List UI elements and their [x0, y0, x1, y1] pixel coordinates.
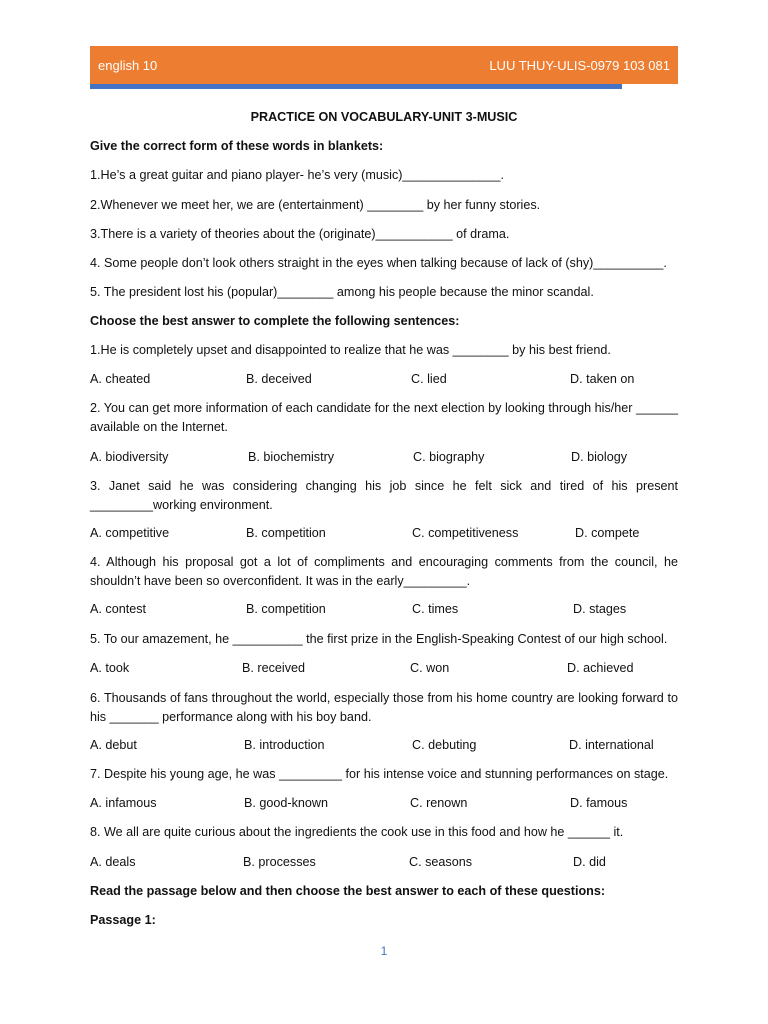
question-text: 1.He is completely upset and disappointed to realize that he was ________ by his best friend.: [90, 343, 611, 357]
question-text: 3. Janet said he was considering changing his job since he felt sick and tired of his present _________working environment.: [90, 479, 678, 512]
answer-option: C. times: [412, 602, 459, 616]
answer-option: A. deals: [90, 855, 136, 869]
question-text: 2. You can get more information of each candidate for the next election by looking through his/her ______ available on the Internet.: [90, 401, 678, 434]
answer-option: A. biodiversity: [90, 450, 169, 464]
answer-option: D. stages: [573, 602, 627, 616]
answer-option: C. biography: [413, 450, 485, 464]
answer-option: A. contest: [90, 602, 147, 616]
answer-option: C. debuting: [412, 738, 477, 752]
answer-option: A. competitive: [90, 526, 170, 540]
passage-label: Passage 1:: [90, 913, 156, 927]
answer-option: B. good-known: [244, 796, 329, 810]
answer-option: C. won: [410, 661, 450, 675]
answer-option: D. international: [569, 738, 654, 752]
answer-option: B. processes: [243, 855, 316, 869]
exercise-item: 2.Whenever we meet her, we are (entertainment) ________ by her funny stories.: [90, 198, 541, 212]
header-bar: [90, 46, 678, 84]
section2-heading: Choose the best answer to complete the following sentences:: [90, 314, 460, 328]
answer-option: D. did: [573, 855, 606, 869]
question-text: 8. We all are quite curious about the ingredients the cook use in this food and how he ______ it.: [90, 825, 624, 839]
answer-option: D. biology: [571, 450, 628, 464]
question-text: 5. To our amazement, he __________ the first prize in the English-Speaking Contest of our high school.: [90, 632, 668, 646]
answer-option: B. competition: [246, 526, 326, 540]
question-text: 7. Despite his young age, he was _________ for his intense voice and stunning performances on stage.: [90, 767, 669, 781]
section3-heading: Read the passage below and then choose the best answer to each of these questions:: [90, 884, 606, 898]
page-number: 1: [380, 944, 388, 958]
answer-option: A. cheated: [90, 372, 151, 386]
section1-heading: Give the correct form of these words in blankets:: [90, 139, 384, 153]
answer-option: B. biochemistry: [248, 450, 335, 464]
answer-option: C. renown: [410, 796, 468, 810]
page-title: PRACTICE ON VOCABULARY-UNIT 3-MUSIC: [250, 110, 518, 124]
answer-option: B. competition: [246, 602, 326, 616]
header-subject: english 10: [98, 58, 158, 73]
answer-option: C. seasons: [409, 855, 472, 869]
answer-option: D. famous: [570, 796, 628, 810]
answer-option: B. deceived: [246, 372, 312, 386]
question-text: 4. Although his proposal got a lot of compliments and encouraging comments from the council, he shouldn’t have been so overconfident. It was in the early_________.: [90, 555, 678, 588]
answer-option: D. achieved: [567, 661, 634, 675]
exercise-item: 1.He’s a great guitar and piano player- he’s very (music)______________.: [90, 168, 504, 182]
answer-option: C. competitiveness: [412, 526, 519, 540]
exercise-item: 4. Some people don’t look others straight in the eyes when talking because of lack of (shy)__________.: [90, 256, 667, 270]
header-underline: [90, 84, 622, 89]
exercise-item: 5. The president lost his (popular)________ among his people because the minor scandal.: [90, 285, 594, 299]
exercise-item: 3.There is a variety of theories about the (originate)___________ of drama.: [90, 227, 510, 241]
answer-option: D. compete: [575, 526, 640, 540]
answer-option: D. taken on: [570, 372, 635, 386]
answer-option: A. took: [90, 661, 130, 675]
answer-option: C. lied: [411, 372, 447, 386]
header-author: LUU THUY-ULIS-0979 103 081: [489, 58, 670, 73]
answer-option: A. infamous: [90, 796, 157, 810]
answer-option: B. introduction: [244, 738, 325, 752]
question-text: 6. Thousands of fans throughout the world, especially those from his home country are looking forward to his _______ performance along with his boy band.: [90, 691, 678, 724]
answer-option: B. received: [242, 661, 305, 675]
answer-option: A. debut: [90, 738, 137, 752]
